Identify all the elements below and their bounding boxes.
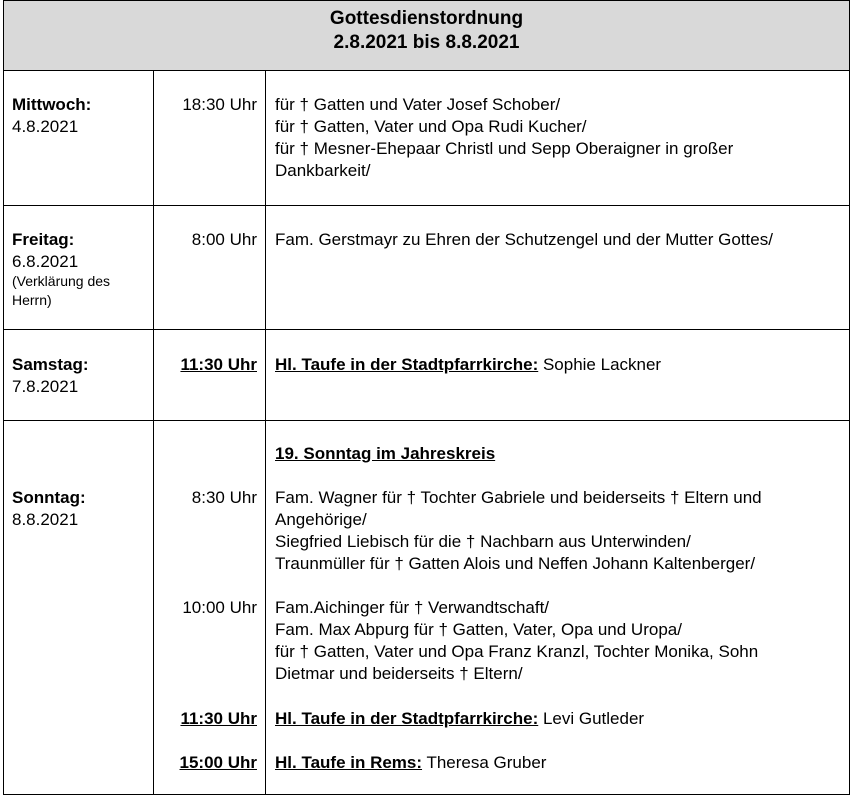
service-time: 11:30 Uhr — [180, 355, 257, 374]
feast-note: Herrn) — [12, 292, 52, 308]
table-border-right — [849, 0, 850, 795]
title-line-1: Gottesdienstordnung — [329, 8, 524, 29]
day-label: Mittwoch: — [12, 95, 92, 114]
intention-line: für † Gatten, Vater und Opa Rudi Kucher/ — [275, 117, 587, 136]
baptism-heading: Hl. Taufe in der Stadtpfarrkirche: — [275, 355, 539, 374]
row-divider — [3, 329, 850, 330]
service-time: 11:30 Uhr — [180, 709, 257, 728]
baptism-entry — [275, 708, 644, 730]
schedule-table — [3, 0, 850, 795]
title-line-2: 2.8.2021 bis 8.8.2021 — [333, 32, 520, 53]
intention-line: Fam. Gerstmayr zu Ehren der Schutzengel und der Mutter Gottes/ — [275, 230, 773, 249]
baptism-name: Theresa Gruber — [422, 753, 547, 772]
intention-line: Traunmüller für † Gatten Alois und Neffen Johann Kaltenberger/ — [275, 554, 756, 573]
date-label: 4.8.2021 — [12, 117, 79, 136]
service-time: 8:30 Uhr — [191, 488, 257, 507]
table-border-left — [3, 0, 4, 795]
baptism-name: Sophie Lackner — [538, 355, 662, 374]
baptism-heading: Hl. Taufe in der Stadtpfarrkirche: — [275, 709, 539, 728]
intention-line: für † Mesner-Ehepaar Christl und Sepp Oberaigner in großer — [275, 139, 734, 158]
intention-line: Fam. Max Abpurg für † Gatten, Vater, Opa und Uropa/ — [275, 620, 682, 639]
row-divider — [3, 205, 850, 206]
baptism-heading: Hl. Taufe in Rems: — [275, 753, 423, 772]
baptism-name: Levi Gutleder — [538, 709, 645, 728]
day-label: Samstag: — [12, 355, 89, 374]
table-border-bottom — [3, 794, 850, 795]
day-label: Freitag: — [12, 230, 75, 249]
feast-heading: 19. Sonntag im Jahreskreis — [275, 444, 496, 463]
day-label: Sonntag: — [12, 488, 86, 507]
intention-line: Fam. Wagner für † Tochter Gabriele und beiderseits † Eltern und — [275, 488, 762, 507]
service-time: 18:30 Uhr — [182, 95, 257, 114]
column-divider — [265, 70, 266, 795]
intention-line: Fam.Aichinger für † Verwandtschaft/ — [275, 598, 550, 617]
table-border-top — [3, 0, 850, 1]
intention-line: Angehörige/ — [275, 510, 367, 529]
date-label: 7.8.2021 — [12, 377, 79, 396]
row-divider — [3, 70, 850, 71]
intention-line: Dietmar und beiderseits † Eltern/ — [275, 664, 523, 683]
intention-line: für † Gatten und Vater Josef Schober/ — [275, 95, 561, 114]
feast-note: (Verklärung des — [12, 273, 111, 289]
service-time: 8:00 Uhr — [191, 230, 257, 249]
service-time: 10:00 Uhr — [182, 598, 257, 617]
service-time: 15:00 Uhr — [179, 753, 257, 772]
intention-line: Siegfried Liebisch für die † Nachbarn aus Unterwinden/ — [275, 532, 691, 551]
row-divider — [3, 420, 850, 421]
column-divider — [153, 70, 154, 795]
date-label: 6.8.2021 — [12, 252, 79, 271]
baptism-entry — [275, 354, 661, 376]
baptism-entry — [275, 752, 546, 774]
intention-line: für † Gatten, Vater und Opa Franz Kranzl, Tochter Monika, Sohn — [275, 642, 759, 661]
intention-line: Dankbarkeit/ — [275, 161, 371, 180]
date-label: 8.8.2021 — [12, 510, 79, 529]
